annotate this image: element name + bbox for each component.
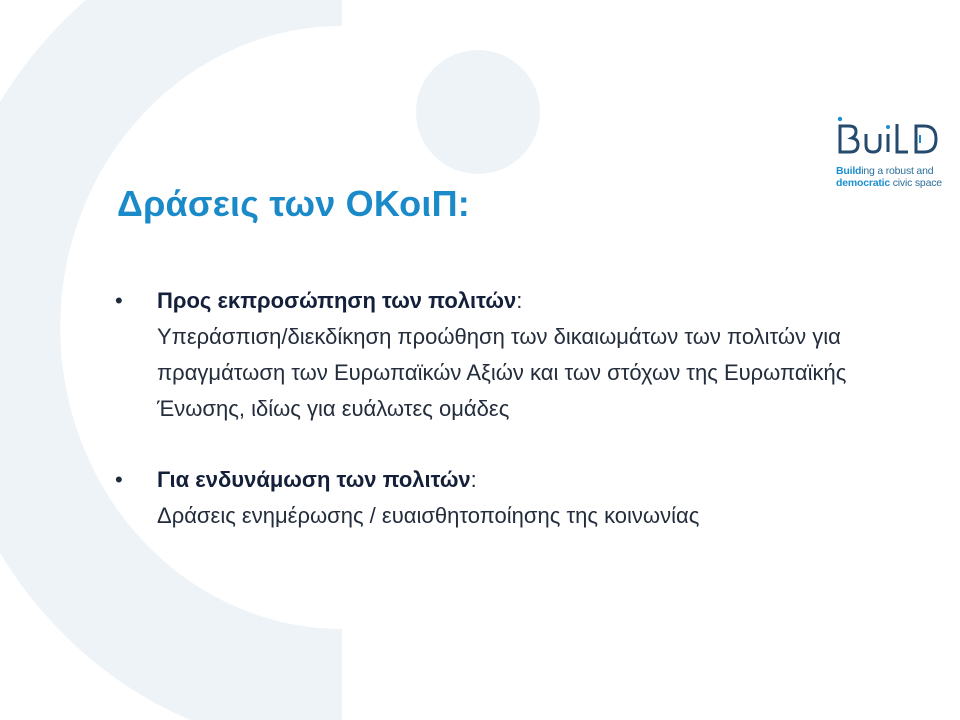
build-logo-mark [836,112,946,162]
bullet-heading: Για ενδυνάμωση των πολιτών [157,467,471,492]
bullet-separator: : [516,288,523,313]
logo-tagline-rest-1: ing a robust and [861,165,934,177]
logo-tagline-highlight-1: Build [836,165,862,177]
bullet-marker: • [115,288,123,313]
build-logo-tagline [836,165,946,189]
build-logo [836,112,946,189]
bullet-separator: : [470,467,477,492]
bullet-item-representation [115,283,875,427]
logo-tagline-highlight-2: democratic [836,177,891,189]
bullet-list [115,283,875,534]
logo-tagline-line-2 [836,177,946,189]
bullet-body-text: Υπεράσπιση/διεκδίκηση προώθηση των δικαιωμάτων των πολιτών για πραγμάτωση των Ευρωπαϊκών Αξιών και των στόχων της Ευρωπαϊκής Ένωσης, ιδίως για ευάλωτες ομάδες [157,324,847,421]
bullet-body-text: Δράσεις ενημέρωσης / ευαισθητοποίησης της κοινωνίας [157,503,700,528]
bullet-item-empowerment [115,462,875,534]
bullet-marker: • [115,467,123,492]
logo-tagline-line-1 [836,165,946,177]
bullet-heading: Προς εκπροσώπηση των πολιτών [157,288,517,313]
slide-title: Δράσεις των ΟΚοιΠ: [117,183,470,224]
background-dot-shape [416,50,540,174]
logo-tagline-rest-2: civic space [890,177,942,189]
